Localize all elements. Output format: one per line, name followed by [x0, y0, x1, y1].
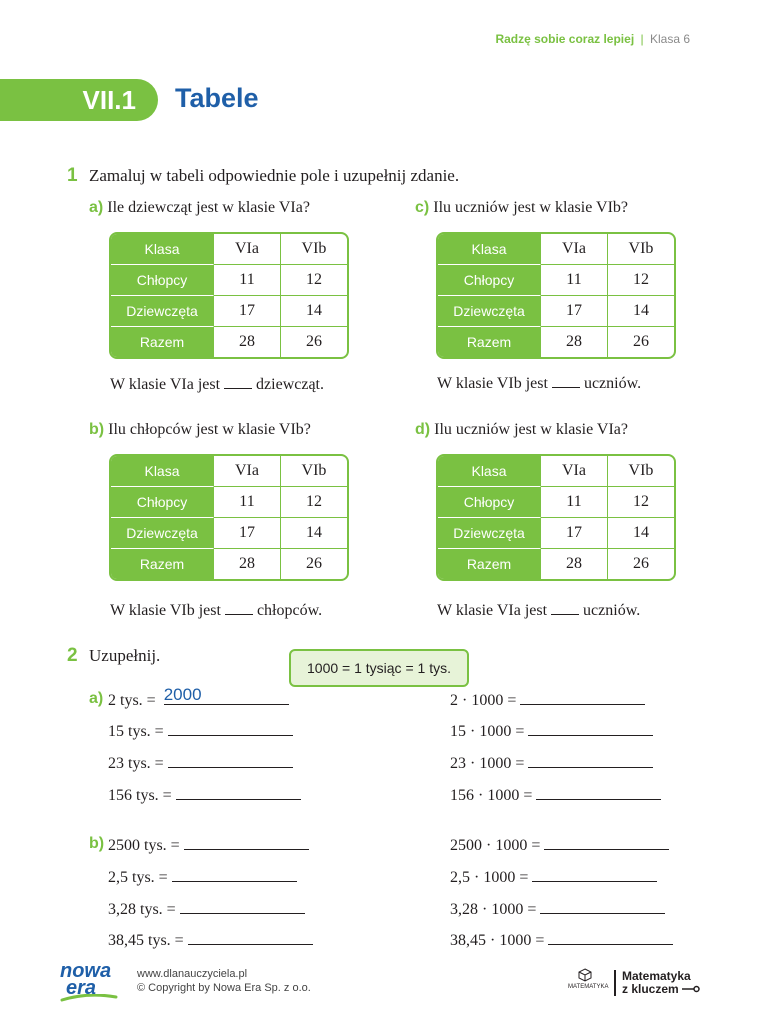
header-separator: | [640, 32, 644, 46]
answer-line[interactable] [528, 721, 653, 736]
question-a [89, 199, 310, 217]
cell[interactable]: 11 [214, 265, 281, 296]
part-c-label: c) [415, 199, 430, 216]
filled-answer: 2000 [163, 685, 202, 704]
matematyka-small-logo [568, 968, 609, 990]
logo-mk-line2 [622, 983, 700, 996]
question-c-text: Ilu uczniów jest w klasie VIb? [433, 199, 628, 216]
cell[interactable]: 28 [214, 327, 281, 357]
cell[interactable]: 28 [541, 327, 608, 357]
logo-nowa-text: nowa [60, 960, 112, 982]
row-label-dziewczeta: Dziewczęta [111, 518, 214, 549]
eq-row [108, 867, 297, 887]
cell[interactable]: 17 [214, 296, 281, 327]
footer-info [137, 967, 311, 995]
eq-row [450, 690, 645, 710]
cell[interactable]: 12 [281, 487, 347, 518]
cell[interactable]: 26 [633, 555, 649, 572]
matematyka-z-kluczem-logo [614, 970, 700, 996]
eq-row [450, 835, 669, 855]
answer-line[interactable] [180, 899, 305, 914]
table-header-klasa: Klasa [438, 234, 541, 265]
sentence-d-after: uczniów. [583, 602, 641, 619]
eq-expr: 2,5 tys. = [108, 869, 168, 886]
table-d [436, 454, 676, 581]
col-vib[interactable]: VIb [281, 234, 347, 265]
question-c [415, 199, 628, 217]
eq-expr: 2 · 1000 = [450, 692, 517, 709]
answer-line[interactable] [544, 835, 669, 850]
series-header [495, 32, 690, 46]
table-header-klasa: Klasa [111, 234, 214, 265]
task-1-number: 1 [67, 165, 78, 186]
cell[interactable]: 14 [608, 296, 674, 327]
sentence-d-before: W klasie VIa jest [437, 602, 548, 619]
chapter-title: Tabele [175, 83, 259, 113]
footer-url[interactable]: www.dlanauczyciela.pl [137, 968, 248, 980]
eq-expr: 38,45 · 1000 = [450, 932, 545, 949]
sentence-b-before: W klasie VIb jest [110, 602, 221, 619]
row-label-chlopcy: Chłopcy [438, 487, 541, 518]
cell[interactable]: 14 [608, 518, 674, 549]
eq-row [450, 721, 653, 741]
cube-icon [578, 968, 592, 982]
eq-row [450, 899, 665, 919]
answer-line[interactable] [184, 835, 309, 850]
col-via[interactable]: VIa [541, 456, 608, 487]
info-box: 1000 = 1 tysiąc = 1 tys. [289, 649, 469, 687]
logo-mk-line1: Matematyka [622, 969, 691, 983]
part-2b-label: b) [89, 835, 105, 852]
sentence-a-after: dziewcząt. [256, 376, 324, 393]
cell[interactable]: 17 [541, 296, 608, 327]
answer-blank-a[interactable] [224, 388, 252, 389]
logo-era-text: era [66, 977, 97, 999]
question-a-text: Ile dziewcząt jest w klasie VIa? [107, 199, 310, 216]
sentence-a [110, 376, 324, 394]
eq-row [108, 685, 289, 710]
sentence-b [110, 602, 322, 620]
part-b-label: b) [89, 421, 105, 438]
eq-expr: 2,5 · 1000 = [450, 869, 529, 886]
question-b [89, 421, 311, 439]
question-d [415, 421, 628, 439]
sentence-c [437, 375, 641, 393]
row-label-dziewczeta: Dziewczęta [111, 296, 214, 327]
cell[interactable]: 11 [214, 487, 281, 518]
row-label-razem: Razem [438, 549, 541, 579]
question-b-text: Ilu chłopców jest w klasie VIb? [108, 421, 311, 438]
sentence-c-before: W klasie VIb jest [437, 375, 548, 392]
answer-blank-d[interactable] [551, 614, 579, 615]
eq-row [108, 930, 313, 950]
row-label-chlopcy: Chłopcy [111, 265, 214, 296]
table-header-klasa: Klasa [111, 456, 214, 487]
eq-row [450, 930, 673, 950]
sentence-b-after: chłopców. [256, 602, 323, 619]
answer-line[interactable] [540, 899, 665, 914]
col-via[interactable]: VIa [214, 456, 281, 487]
answer-line[interactable] [176, 785, 301, 800]
table-a [109, 232, 349, 359]
cell[interactable]: 28 [541, 549, 608, 579]
part-2a-label: a) [89, 690, 104, 707]
answer-line[interactable] [163, 685, 289, 705]
answer-line[interactable] [520, 690, 645, 705]
row-label-dziewczeta: Dziewczęta [438, 518, 541, 549]
cell[interactable]: 17 [214, 518, 281, 549]
table-header-klasa: Klasa [438, 456, 541, 487]
row-label-razem: Razem [111, 327, 214, 357]
eq-row [108, 835, 309, 855]
eq-row [450, 867, 657, 887]
eq-expr: 2500 tys. = [108, 837, 180, 854]
cell[interactable]: 11 [541, 265, 608, 296]
answer-line[interactable] [528, 753, 653, 768]
cell[interactable]: 12 [281, 265, 347, 296]
logo-swoosh-icon [60, 994, 118, 1002]
eq-expr: 23 tys. = [108, 755, 164, 772]
eq-expr: 2500 · 1000 = [450, 837, 541, 854]
sentence-c-after: uczniów. [583, 375, 642, 392]
chapter-number: VII.1 [0, 79, 158, 121]
answer-line[interactable] [168, 721, 293, 736]
answer-blank-b[interactable] [225, 614, 253, 615]
cell[interactable]: 12 [608, 487, 674, 518]
table-b [109, 454, 349, 581]
eq-expr: 15 · 1000 = [450, 723, 525, 740]
eq-row [450, 753, 653, 773]
eq-expr: 3,28 · 1000 = [450, 901, 537, 918]
cell[interactable]: 14 [281, 296, 347, 327]
answer-line[interactable] [536, 785, 661, 800]
eq-row [108, 721, 293, 741]
nowa-era-logo [60, 960, 112, 999]
logo-mk-line2-text: z kluczem [622, 982, 679, 996]
matematyka-small-label: MATEMATYKA [568, 984, 609, 990]
col-vib[interactable]: VIb [281, 456, 347, 487]
eq-row [108, 753, 293, 773]
cell[interactable]: 26 [306, 333, 322, 350]
eq-expr: 23 · 1000 = [450, 755, 525, 772]
answer-line[interactable] [188, 930, 313, 945]
eq-expr: 3,28 tys. = [108, 901, 176, 918]
answer-line[interactable] [548, 930, 673, 945]
footer-copyright: © Copyright by Nowa Era Sp. z o.o. [137, 982, 311, 994]
sentence-a-before: W klasie VIa jest [110, 376, 221, 393]
sentence-d [437, 602, 640, 620]
cell[interactable]: 26 [633, 333, 649, 350]
eq-expr: 38,45 tys. = [108, 932, 184, 949]
cell[interactable]: 14 [281, 518, 347, 549]
cell[interactable]: 17 [541, 518, 608, 549]
eq-expr: 2 tys. = [108, 692, 156, 709]
part-a-label: a) [89, 199, 104, 216]
row-label-razem: Razem [438, 327, 541, 357]
eq-row [108, 899, 305, 919]
row-label-chlopcy: Chłopcy [438, 265, 541, 296]
task-1-instruction: Zamaluj w tabeli odpowiednie pole i uzupełnij zdanie. [89, 166, 460, 185]
cell[interactable]: 28 [214, 549, 281, 579]
key-icon [682, 985, 700, 993]
col-via[interactable]: VIa [214, 234, 281, 265]
eq-expr: 15 tys. = [108, 723, 164, 740]
eq-row [108, 785, 301, 805]
col-vib[interactable]: VIb [608, 234, 674, 265]
col-vib[interactable]: VIb [608, 456, 674, 487]
answer-line[interactable] [172, 867, 297, 882]
series-name: Radzę sobie coraz lepiej [495, 32, 635, 46]
eq-expr: 156 tys. = [108, 787, 172, 804]
table-c [436, 232, 676, 359]
task-2-number: 2 [67, 645, 78, 666]
cell[interactable]: 11 [541, 487, 608, 518]
row-label-chlopcy: Chłopcy [111, 487, 214, 518]
grade-label: Klasa 6 [649, 32, 690, 46]
cell[interactable]: 12 [608, 265, 674, 296]
question-d-text: Ilu uczniów jest w klasie VIa? [434, 421, 628, 438]
part-d-label: d) [415, 421, 431, 438]
row-label-dziewczeta: Dziewczęta [438, 296, 541, 327]
answer-line[interactable] [532, 867, 657, 882]
answer-blank-c[interactable] [552, 387, 580, 388]
eq-expr: 156 · 1000 = [450, 787, 533, 804]
row-label-razem: Razem [111, 549, 214, 579]
answer-line[interactable] [168, 753, 293, 768]
col-via[interactable]: VIa [541, 234, 608, 265]
eq-row [450, 785, 661, 805]
task-2-instruction: Uzupełnij. [89, 646, 161, 665]
cell[interactable]: 26 [306, 555, 322, 572]
